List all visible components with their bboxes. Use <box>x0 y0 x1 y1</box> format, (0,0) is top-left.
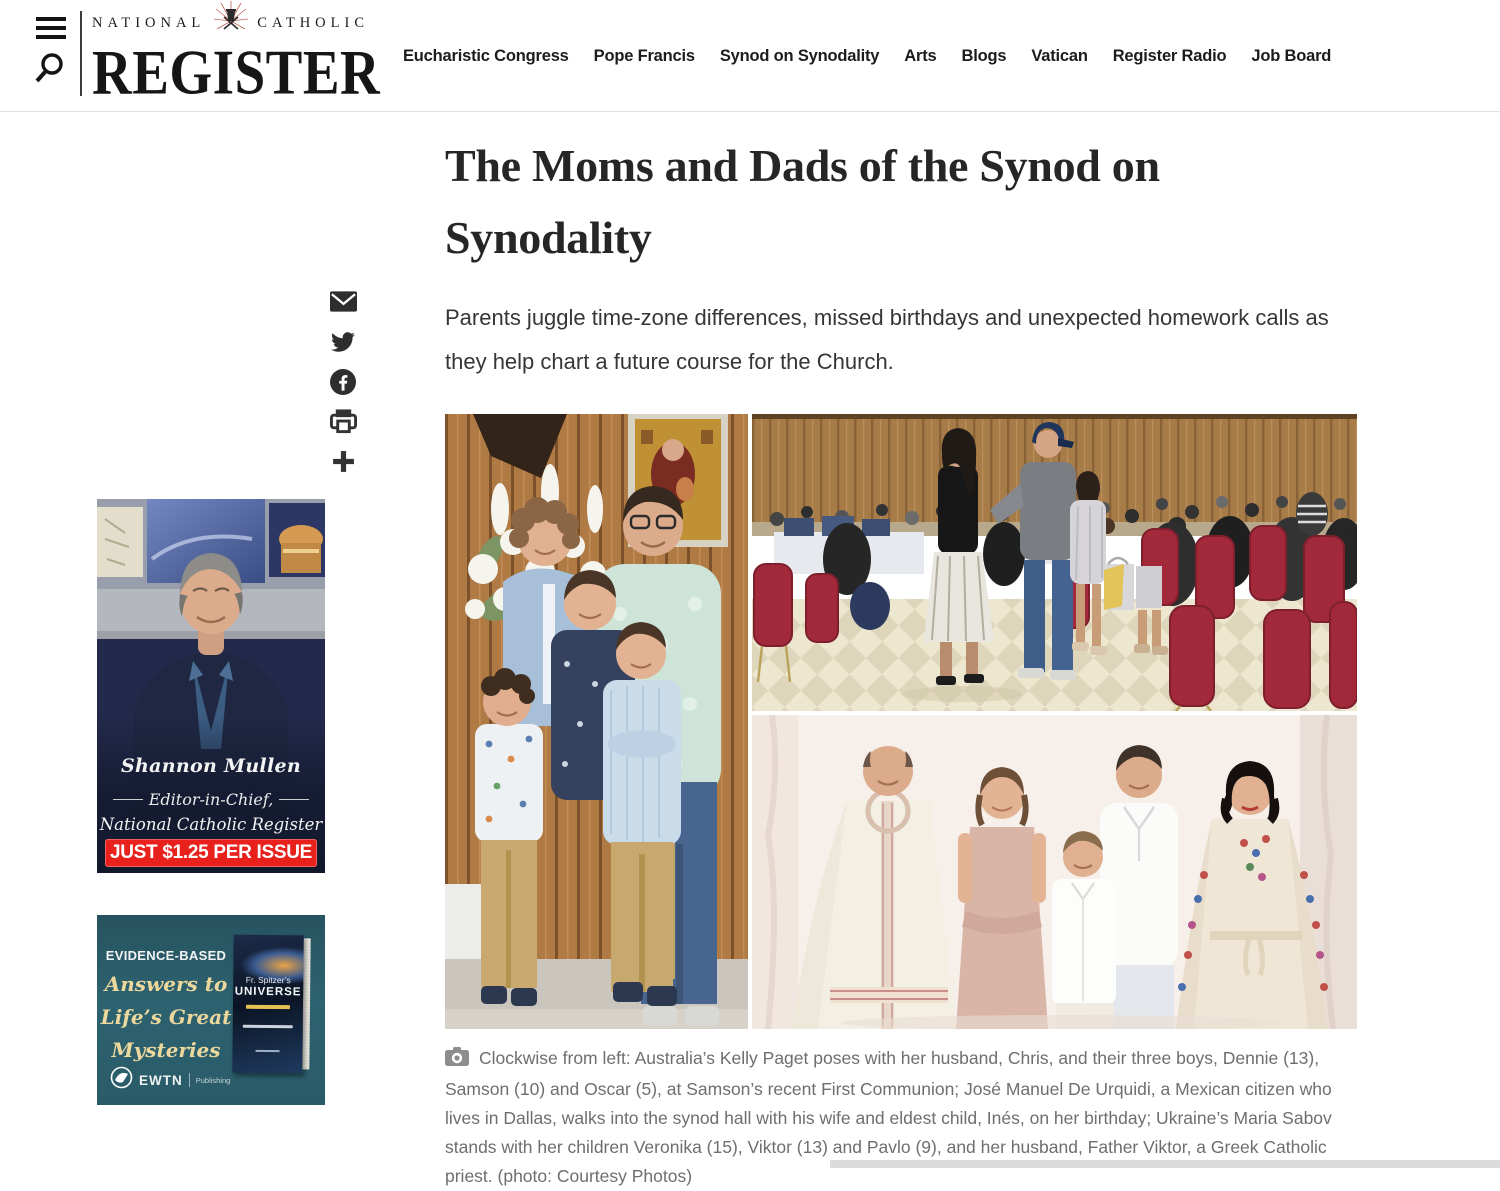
facebook-icon[interactable] <box>329 368 357 395</box>
nav-arts[interactable]: Arts <box>904 46 937 65</box>
nav-register-radio[interactable]: Register Radio <box>1112 46 1227 65</box>
next-section-edge <box>830 1160 1500 1168</box>
book-title-small: Fr. Spitzer’s <box>245 974 291 986</box>
ewtn-publishing-label: Publishing <box>195 1075 231 1085</box>
photo-synod-hall <box>752 414 1357 711</box>
brand-word-register: REGISTER <box>92 36 381 108</box>
ad-person-name: Shannon Mullen <box>121 755 301 777</box>
nav-blogs[interactable]: Blogs <box>961 46 1007 65</box>
nav-vatican[interactable]: Vatican <box>1031 46 1088 65</box>
photo-paget-family <box>445 414 748 1029</box>
caption-text: Clockwise from left: Australia’s Kelly Paget poses with her husband, Chris, and their three boys, Dennie (13), Samson (10) and Oscar (5), at Samson’s recent First Communion; José Manuel De Urquidi, a Mexican citizen who lives in Dallas, walks into the synod hall with his wife and eldest child, Inés, on her birthday; Ukraine’s Maria Sabov stands with her children Veronika (15), Viktor (13) and Pavlo (9), and her husband, Father Viktor, a Greek Catholic priest. (photo: Courtesy Photos) <box>445 1048 1332 1186</box>
main-nav <box>403 0 1331 112</box>
site-header <box>0 0 1500 112</box>
plus-share-icon[interactable] <box>329 448 357 475</box>
article-title: The Moms and Dads of the Synod on Synodality <box>445 140 1160 263</box>
photo-sabov-family <box>752 715 1357 1029</box>
hamburger-menu-icon[interactable] <box>36 17 68 44</box>
search-icon[interactable] <box>34 52 66 86</box>
brand-word-national: NATIONAL <box>92 14 206 31</box>
subscribe-ad[interactable] <box>97 499 325 873</box>
ad-headline-line1: Answers to <box>104 972 228 996</box>
twitter-icon[interactable] <box>329 328 357 355</box>
nav-pope-francis[interactable]: Pope Francis <box>593 46 695 65</box>
ad-headline-line2: Life’s Great <box>100 1005 232 1029</box>
ewtn-book-ad[interactable] <box>97 915 325 1105</box>
print-icon[interactable] <box>329 408 357 435</box>
share-rail <box>329 288 357 488</box>
article <box>445 130 1357 1191</box>
camera-icon <box>445 1046 469 1075</box>
logo-divider <box>80 11 82 96</box>
site-logo[interactable] <box>92 8 381 108</box>
nav-synod-on-synodality[interactable]: Synod on Synodality <box>719 46 880 65</box>
ad-person-role: Editor-in-Chief, <box>148 790 274 809</box>
brand-word-catholic: CATHOLIC <box>257 14 369 31</box>
ad-org: National Catholic Register <box>99 815 323 834</box>
ewtn-logo-text: EWTN <box>139 1072 183 1088</box>
nav-eucharistic-congress[interactable]: Eucharistic Congress <box>403 46 569 65</box>
photo-caption <box>445 1044 1357 1191</box>
book-title-big: UNIVERSE <box>234 985 302 999</box>
ad-kicker: EVIDENCE-BASED <box>105 948 227 963</box>
ewtn-globe-icon <box>110 1066 133 1094</box>
book-cover <box>232 935 310 1074</box>
subscribe-cta-button[interactable]: JUST $1.25 PER ISSUE <box>105 839 317 867</box>
nav-job-board[interactable]: Job Board <box>1251 46 1332 65</box>
article-photo-collage <box>445 414 1357 1029</box>
email-icon[interactable] <box>329 288 357 315</box>
ad-headline-line3: Mysteries <box>111 1038 221 1062</box>
article-subtitle: Parents juggle time-zone differences, missed birthdays and unexpected homework calls as they help chart a future course for the Church. <box>445 305 1329 374</box>
